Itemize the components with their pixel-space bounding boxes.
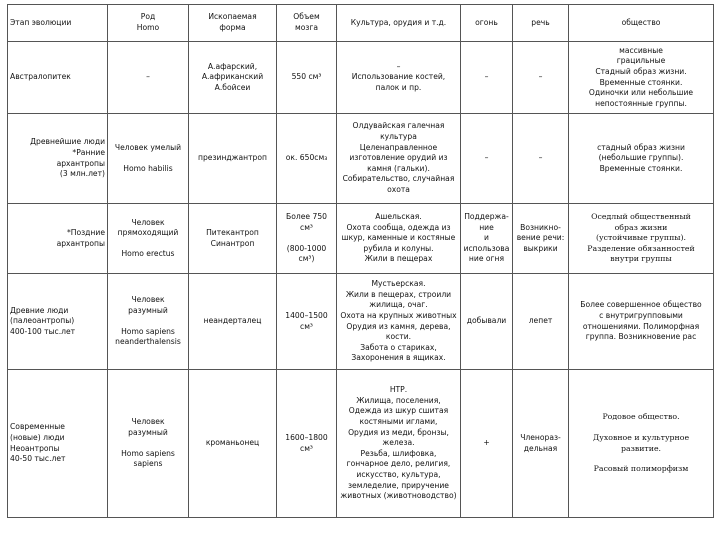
header-speech: речь xyxy=(513,5,569,42)
cell-fossil: А.афарский, А.африканский А.бойсеи xyxy=(189,42,277,114)
header-fossil: Ископаемая форма xyxy=(189,5,277,42)
genus-name-latin: Homo sapiens neanderthalensis xyxy=(115,326,181,347)
header-fire: огонь xyxy=(461,5,513,42)
cell-culture: Мустьерская. Жили в пещерах, строили жилища, очаг. Охота на крупных животных Орудия из камня, дерева, кости. Забота о стариках, Захоронения в ящиках. xyxy=(337,274,461,370)
cell-fossil: Питекантроп Синантроп xyxy=(189,204,277,274)
cell-fire: добывали xyxy=(461,274,513,370)
cell-fossil: презинджантроп xyxy=(189,114,277,204)
cell-brain: 1600–1800 см³ xyxy=(277,370,337,518)
header-culture: Культура, орудия и т.д. xyxy=(337,5,461,42)
cell-stage: Древние люди (палеоантропы) 400-100 тыс.лет xyxy=(8,274,108,370)
cell-culture: – Использование костей, палок и пр. xyxy=(337,42,461,114)
cell-brain: ок. 650см₃ xyxy=(277,114,337,204)
cell-society: Более совершенное общество с внутригрупповыми отношениями. Полиморфная группа. Возникновение рас xyxy=(569,274,714,370)
header-society: общество xyxy=(569,5,714,42)
brain-volume-min: Более 750 см³ xyxy=(286,212,327,232)
genus-name-ru: Человек разумный xyxy=(128,295,168,315)
cell-fire: – xyxy=(461,114,513,204)
cell-stage: Древнейшие люди *Ранние архантропы (3 млн.лет) xyxy=(8,114,108,204)
cell-stage: *Поздние архантропы xyxy=(8,204,108,274)
table-row-early-archanthropes xyxy=(8,114,714,204)
society-line-1: Родовое общество. xyxy=(602,412,680,422)
genus-name-ru: Человек умелый xyxy=(114,142,182,152)
cell-fire: + xyxy=(461,370,513,518)
genus-name-ru: Человек прямоходящий xyxy=(117,217,179,238)
cell-genus xyxy=(108,204,189,274)
table-row-paleoanthropes xyxy=(8,274,714,370)
genus-name-latin: Homo erectus xyxy=(121,248,175,258)
cell-genus xyxy=(108,370,189,518)
cell-genus: – xyxy=(108,42,189,114)
header-stage: Этап эволюции xyxy=(8,5,108,42)
cell-speech: – xyxy=(513,42,569,114)
cell-speech: лепет xyxy=(513,274,569,370)
cell-speech: – xyxy=(513,114,569,204)
genus-name-ru: Человек разумный xyxy=(128,417,168,437)
table-row-late-archanthropes xyxy=(8,204,714,274)
brain-volume-range: (800-1000 см³) xyxy=(286,243,327,264)
cell-culture: Ашельская. Охота сообща, одежда из шкур, каменные и костяные рубила и колуны. Жили в пещерах xyxy=(337,204,461,274)
cell-fire: – xyxy=(461,42,513,114)
cell-society: массивные грацильные Стадный образ жизни. Временные стоянки. Одиночки или небольшие непостоянные группы. xyxy=(569,42,714,114)
cell-brain: 1400–1500 см³ xyxy=(277,274,337,370)
cell-culture: Олдувайская галечная культура Целенаправленное изготовление орудий из камня (гальки). Собирательство, случайная охота xyxy=(337,114,461,204)
header-brain: Объем мозга xyxy=(277,5,337,42)
evolution-table xyxy=(7,4,714,518)
cell-genus xyxy=(108,274,189,370)
cell-speech: Членораз- дельная xyxy=(513,370,569,518)
cell-genus xyxy=(108,114,189,204)
genus-name-latin: Homo sapiens sapiens xyxy=(121,448,175,469)
cell-society xyxy=(569,370,714,518)
cell-culture: НТР. Жилища, поселения, Одежда из шкур сшитая костяными иглами, Орудия из меди, бронзы, железа. Резьба, шлифовка, гончарное дело, религия, искусство, культура, земледелие, приручение животных (животноводство) xyxy=(337,370,461,518)
society-line-3: Расовый полиморфизм xyxy=(593,464,689,474)
cell-fire: Поддержа- ние и использова ние огня xyxy=(461,204,513,274)
header-genus: Род Homo xyxy=(108,5,189,42)
cell-brain xyxy=(277,204,337,274)
cell-speech: Возникно- вение речи: выкрики xyxy=(513,204,569,274)
cell-society: Оседлый общественный образ жизни (устойчивые группы). Разделение обязанностей внутри группы xyxy=(569,204,714,274)
genus-name-latin: Homo habilis xyxy=(123,163,173,173)
table-row-australopithecus xyxy=(8,42,714,114)
society-line-2: Духовное и культурное развитие. xyxy=(592,432,690,453)
cell-brain: 550 см³ xyxy=(277,42,337,114)
cell-stage: Австралопитек xyxy=(8,42,108,114)
header-row xyxy=(8,5,714,42)
table-row-neoanthropes xyxy=(8,370,714,518)
cell-fossil: неандерталец xyxy=(189,274,277,370)
cell-society: стадный образ жизни (небольшие группы). Временные стоянки. xyxy=(569,114,714,204)
cell-stage: Современные (новые) люди Неоантропы 40-50 тыс.лет xyxy=(8,370,108,518)
cell-fossil: кроманьонец xyxy=(189,370,277,518)
